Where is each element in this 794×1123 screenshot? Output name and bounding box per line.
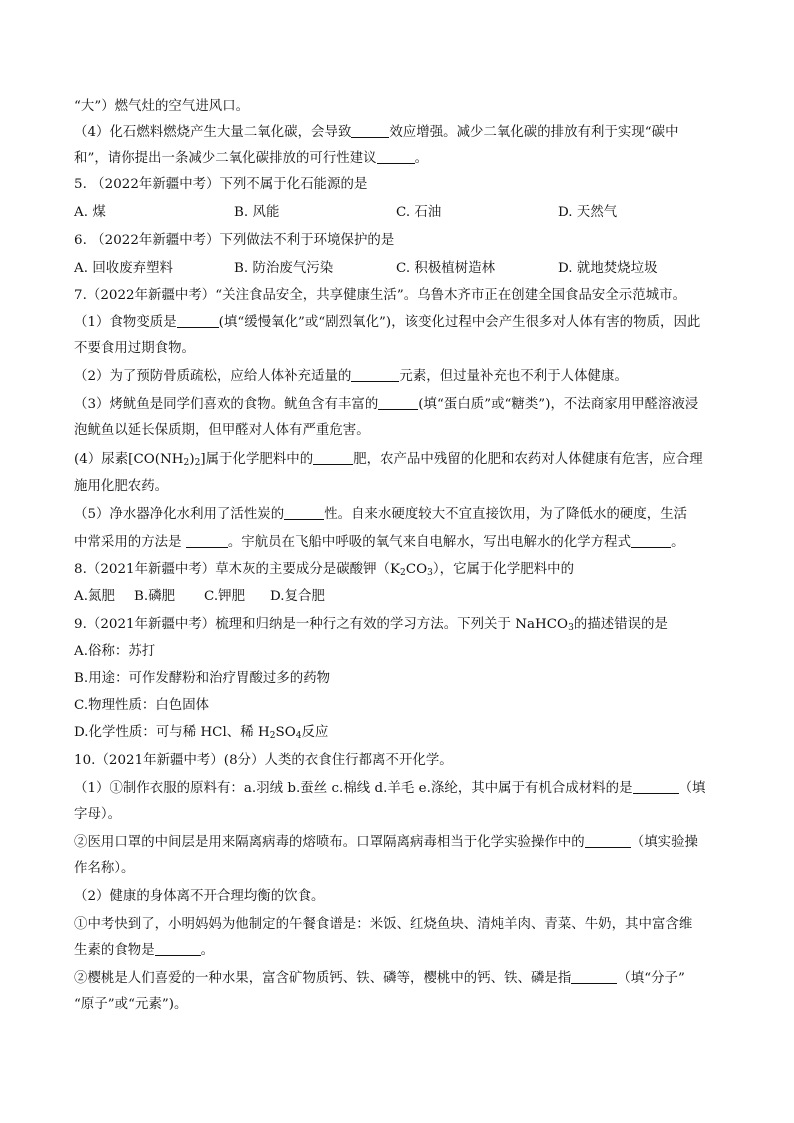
option-d[interactable]: D.复合肥 (270, 589, 325, 604)
option-a[interactable]: A.俗称：苏打 (74, 644, 156, 659)
option-b[interactable]: B. 防治废气污染 (234, 261, 334, 276)
text-line: （3）烤鱿鱼是同学们喜欢的食物。鱿鱼含有丰富的 (填“蛋白质”或“糖类”)，不法商家用甲醛溶液浸 (74, 397, 699, 412)
text-line: 作名称）。 (74, 861, 135, 876)
option-d[interactable]: D. 就地焚烧垃圾 (558, 261, 658, 276)
text-line: 泡鱿鱼以延长保质期，但甲醛对人体有严重危害。 (74, 423, 370, 438)
question-9: 9.（2021年新疆中考）梳理和归纳是一种行之有效的学习方法。下列关于 NaHCO$_3$的描述错误的是 (74, 617, 668, 633)
answer-blank[interactable] (177, 314, 219, 328)
answer-blank[interactable] (377, 150, 415, 164)
question-10: 10.（2021年新疆中考）(8分）人类的衣食住行都离不开化学。 (74, 753, 453, 768)
text-line: 字母）。 (74, 807, 122, 822)
option-d[interactable]: D.化学性质：可与稀 HCl、稀 $H_2SO_4$反应 (74, 725, 329, 741)
answer-blank[interactable] (633, 780, 679, 794)
text-line: （1）①制作衣服的原料有：a.羽绒 b.蚕丝 c.棉线 d.羊毛 e.涤纶，其中属于有机合成材料的是 （填 (74, 781, 706, 796)
option-c[interactable]: C. 石油 (396, 205, 442, 220)
question-7: 7.（2022年新疆中考）“关注食品安全，共享健康生活”。乌鲁木齐市正在创建全国食品安全示范城市。 (74, 288, 687, 303)
text-line: ①中考快到了，小明妈妈为他制定的午餐食谱是：米饭、红烧鱼块、清炖羊肉、青菜、牛奶，其中富含维 (74, 917, 693, 932)
text-line: 不要食用过期食物。 (74, 341, 195, 356)
answer-blank[interactable] (155, 942, 201, 956)
text-line: ②樱桃是人们喜爱的一种水果，富含矿物质钙、铁、磷等，樱桃中的钙、铁、磷是指 （填“分子” (74, 971, 685, 986)
question-8: 8.（2021年新疆中考）草木灰的主要成分是碳酸钾$(K_2CO_3)$，它属于化学肥料中的 (74, 562, 575, 578)
answer-blank[interactable] (571, 970, 617, 984)
answer-blank[interactable] (313, 451, 353, 465)
option-b[interactable]: B.磷肥 (134, 589, 176, 604)
option-a[interactable]: A. 回收废弃塑料 (74, 261, 173, 276)
text-line: 施用化肥农药。 (74, 479, 169, 494)
text-line: ②医用口罩的中间层是用来隔离病毒的熔喷布。口罩隔离病毒相当于化学实验操作中的 （填实验操 (74, 835, 698, 850)
option-c[interactable]: C. 积极植树造林 (396, 261, 496, 276)
text-line: （5）净水器净化水利用了活性炭的 性。自来水硬度较大不宜直接饮用，为了降低水的硬度，生活 (74, 507, 688, 522)
answer-blank[interactable] (351, 124, 389, 138)
option-d[interactable]: D. 天然气 (558, 205, 618, 220)
answer-blank[interactable] (351, 368, 399, 382)
answer-blank[interactable] (585, 834, 631, 848)
question-6: 6. （2022年新疆中考）下列做法不利于环境保护的是 (74, 233, 395, 248)
text-line: (4）尿素$[CO(NH_2)_2]$属于化学肥料中的 肥，农产品中残留的化肥和农药对人体健康有危害，应合理 (74, 452, 703, 468)
text-line: （2）健康的身体离不开合理均衡的饮食。 (74, 889, 325, 904)
option-c[interactable]: C.物理性质：白色固体 (74, 698, 210, 713)
option-b[interactable]: B.用途：可作发酵粉和治疗胃酸过多的药物 (74, 671, 331, 686)
answer-blank[interactable] (284, 506, 324, 520)
text-line: （1）食物变质是 (填“缓慢氧化”或“剧烈氧化”)，该变化过程中会产生很多对人体有害的物质，因此 (74, 315, 701, 330)
text-line: 和”，请你提出一条减少二氧化碳排放的可行性建议 。 (74, 151, 429, 166)
option-a[interactable]: A. 煤 (74, 205, 106, 220)
question-5: 5. （2022年新疆中考）下列不属于化石能源的是 (74, 177, 368, 192)
text-line: （2）为了预防骨质疏松，应给人体补充适量的 元素，但过量补充也不利于人体健康。 (74, 369, 628, 384)
option-b[interactable]: B. 风能 (234, 205, 280, 220)
text-line: “大”）燃气灶的空气进风口。 (74, 99, 250, 114)
text-line: （4）化石燃料燃烧产生大量二氧化碳，会导致 效应增强。减少二氧化碳的排放有利于实现“碳中 (74, 125, 679, 140)
text-line: 生素的食物是 。 (74, 943, 215, 958)
answer-blank[interactable] (186, 534, 228, 548)
option-c[interactable]: C.钾肥 (204, 589, 246, 604)
option-a[interactable]: A.氮肥 (74, 589, 115, 604)
text-line: “原子”或“元素”)。 (74, 997, 188, 1012)
answer-blank[interactable] (378, 396, 418, 410)
answer-blank[interactable] (631, 534, 671, 548)
text-line: 中常采用的方法是 。宇航员在飞船中呼吸的氧气来自电解水，写出电解水的化学方程式 。 (74, 535, 685, 550)
